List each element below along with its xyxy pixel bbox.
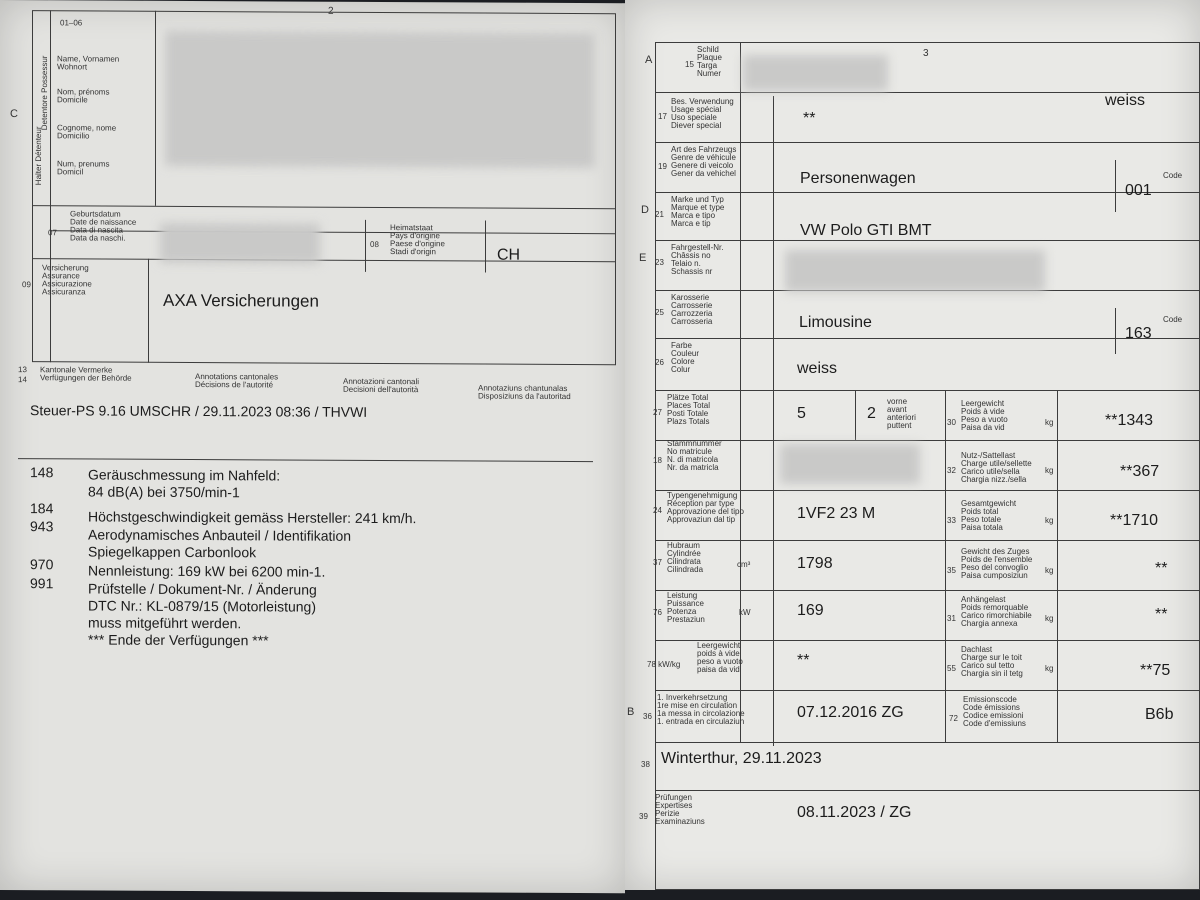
- code-184-text: Höchstgeschwindigkeit gemäss Hersteller: 241 km/h.: [88, 508, 417, 527]
- row-23-label: Fahrgestell-Nr. Châssis no Telaio n. Schassis nr: [671, 243, 724, 276]
- row-01-label-it: Cognome, nome Domicilio: [57, 123, 117, 141]
- trailer-load-value: **: [1155, 606, 1168, 623]
- redacted-plate: [743, 55, 888, 91]
- code-943-text: Aerodynamisches Anbauteil / Identifikation Spiegelkappen Carbonlook: [88, 526, 352, 561]
- power-value: 169: [797, 602, 824, 619]
- total-weight-value: **1710: [1110, 512, 1159, 529]
- row-37-unit: cm³: [737, 560, 751, 569]
- empty-weight-value: **1343: [1105, 412, 1154, 429]
- row-15-number: 15: [685, 60, 694, 69]
- first-registration-value: 07.12.2016 ZG: [797, 704, 904, 721]
- insurance-value: AXA Versicherungen: [163, 290, 319, 311]
- row-08-number: 08: [370, 239, 379, 249]
- page-number-2: 2: [328, 5, 334, 17]
- body-type-value: Limousine: [799, 314, 872, 331]
- row-26-number: 26: [655, 358, 664, 367]
- row-27-label: Plätze Total Places Total Posti Totale Plazs Totals: [667, 393, 710, 426]
- row-32-label: Nutz-/Sattellast Charge utile/sellette Carico utile/sella Chargia nizz./sella: [961, 451, 1032, 484]
- row-23-number: 23: [655, 258, 664, 267]
- displacement-value: 1798: [797, 555, 833, 572]
- row-55-number: 55: [947, 664, 956, 673]
- row-08-label: Heimatstaat Pays d'origine Paese d'origine Stadi d'origin: [390, 223, 445, 257]
- row-35-number: 35: [947, 566, 956, 575]
- row-72-number: 72: [949, 714, 958, 723]
- row-01-label-de: Name, Vornamen Wohnort: [57, 54, 120, 72]
- row-35-unit: kg: [1045, 566, 1054, 575]
- code-970-number: 970: [30, 556, 54, 573]
- row-78-label: Leergewicht poids à vide peso a vuoto paisa da vid: [697, 641, 743, 674]
- seats-front-label: vorne avant anteriori puttent: [887, 397, 916, 430]
- code-943-number: 943: [30, 518, 54, 535]
- row-38-number: 38: [641, 760, 650, 769]
- row-25-number: 25: [655, 308, 664, 317]
- row-30-unit: kg: [1045, 418, 1054, 427]
- holder-vertical-label: Halter Détenteur: [34, 126, 43, 186]
- row-39-label: Prüfungen Expertises Perizie Examinaziuns: [655, 793, 705, 826]
- row-07-label: Geburtsdatum Date de naissance Data di nascita Data da naschi.: [70, 209, 137, 243]
- row-18-label: Stammnummer No matricule N. di matricola Nr. da matricla: [667, 439, 722, 472]
- row-36-label: 1. Inverkehrsetzung 1re mise en circulation 1a messa in circolazione 1. entrada en circulaziun: [657, 693, 745, 726]
- remarks-label-it: Annotazioni cantonali Decisioni dell'autorità: [343, 376, 420, 395]
- row-35-label: Gewicht des Zuges Poids de l'ensemble Peso del convoglio Paisa cumposiziun: [961, 547, 1033, 580]
- vehicle-type-code: 001: [1125, 182, 1152, 199]
- redacted-matriculation-number: [780, 444, 920, 484]
- remarks-label-fr: Annotations cantonales Décisions de l'autorité: [195, 372, 279, 390]
- remarks-label-rm: Annotaziuns chantunalas Disposiziuns da l'autoritad: [478, 383, 571, 401]
- remarks-label-de: Kantonale Vermerke Verfügungen der Behörde: [40, 365, 132, 383]
- row-33-number: 33: [947, 516, 956, 525]
- section-letter-e: E: [639, 252, 647, 264]
- row-32-number: 32: [947, 466, 956, 475]
- section-letter-b: B: [627, 706, 635, 718]
- row-55-label: Dachlast Charge sur le toit Carico sul tetto Chargia sin il tetg: [961, 645, 1023, 678]
- redacted-holder-name: [165, 31, 595, 168]
- row-76-label: Leistung Puissance Potenza Prestaziun: [667, 591, 705, 624]
- vehicle-type-code-label: Code: [1163, 171, 1183, 180]
- right-page: [625, 0, 1200, 890]
- row-30-label: Leergewicht Poids à vide Peso a vuoto Paisa da vid: [961, 399, 1008, 432]
- section-letter-a: A: [645, 54, 653, 66]
- code-148-text: Geräuschmessung im Nahfeld: 84 dB(A) bei 3750/min-1: [88, 466, 281, 501]
- code-991-number: 991: [30, 575, 54, 592]
- train-weight-value: **: [1155, 560, 1168, 577]
- row-17-label: Bes. Verwendung Usage spécial Uso speciale Diever special: [671, 97, 734, 130]
- page-number-3: 3: [923, 48, 929, 59]
- row-33-label: Gesamtgewicht Poids total Peso totale Paisa totala: [961, 499, 1017, 532]
- row-72-label: Emissionscode Code émissions Codice emissioni Code d'emissiuns: [963, 695, 1026, 728]
- redacted-birth-date: [160, 223, 320, 264]
- vehicle-type-value: Personenwagen: [800, 170, 916, 187]
- row-24-number: 24: [653, 506, 662, 515]
- code-184-number: 184: [30, 500, 54, 517]
- special-usage-value: **: [803, 110, 816, 127]
- row-76-unit: kW: [739, 608, 751, 617]
- roof-load-value: **75: [1140, 662, 1171, 679]
- code-991-text: Prüfstelle / Dokument-Nr. / Änderung DTC Nr.: KL-0879/15 (Motorleistung) muss mitgeführt werden. *** Ende der Verfügungen ***: [88, 580, 317, 649]
- power-to-weight-value: **: [797, 652, 810, 669]
- row-07-number: 07: [48, 228, 57, 238]
- tax-remark-line: Steuer-PS 9.16 UMSCHR / 29.11.2023 08:36 / THVWI: [30, 402, 368, 420]
- holder-vertical-label-2: Detentore Possessur: [40, 55, 49, 131]
- row-09-label: Versicherung Assurance Assicurazione Assicuranza: [42, 263, 92, 297]
- issue-place-date-value: Winterthur, 29.11.2023: [661, 750, 822, 767]
- row-01-label-rm: Num, prenums Domicil: [57, 159, 110, 177]
- row-55-unit: kg: [1045, 664, 1054, 673]
- body-type-code-label: Code: [1163, 315, 1183, 324]
- row-14-number: 14: [18, 375, 27, 385]
- row-78-number: 78 kW/kg: [647, 660, 681, 669]
- make-and-type-value: VW Polo GTI BMT: [800, 222, 932, 239]
- section-letter-c: C: [10, 108, 18, 121]
- row-30-number: 30: [947, 418, 956, 427]
- payload-value: **367: [1120, 463, 1160, 480]
- row-19-number: 19: [658, 162, 667, 171]
- row-37-number: 37: [653, 558, 662, 567]
- row-01-number: 01–06: [60, 18, 83, 28]
- row-27-number: 27: [653, 408, 662, 417]
- row-01-label-fr: Nom, prénoms Domicile: [57, 87, 110, 105]
- row-18-number: 18: [653, 456, 662, 465]
- row-24-label: Typengenehmigung Réception par type Approvazione del tipo Approvaziun dal tip: [667, 491, 744, 524]
- plate-color-value: weiss: [1105, 92, 1146, 109]
- row-13-number: 13: [18, 365, 27, 375]
- row-31-unit: kg: [1045, 614, 1054, 623]
- row-25-label: Karosserie Carrosserie Carrozzeria Carrosseria: [671, 293, 713, 326]
- row-39-number: 39: [639, 812, 648, 821]
- body-type-code: 163: [1125, 325, 1152, 342]
- row-31-label: Anhängelast Poids remorquable Carico rimorchiabile Chargia annexa: [961, 595, 1032, 628]
- type-approval-value: 1VF2 23 M: [797, 505, 876, 522]
- section-letter-d: D: [641, 204, 649, 216]
- row-37-label: Hubraum Cylindrée Cilindrata Cilindrada: [667, 541, 704, 574]
- row-26-label: Farbe Couleur Colore Colur: [671, 341, 700, 374]
- row-21-label: Marke und Typ Marque et type Marca e tipo Marca e tip: [671, 195, 725, 228]
- row-09-number: 09: [22, 280, 31, 290]
- origin-country-value: CH: [497, 246, 521, 264]
- inspection-value: 08.11.2023 / ZG: [797, 804, 912, 821]
- row-32-unit: kg: [1045, 466, 1054, 475]
- emission-code-value: B6b: [1145, 706, 1174, 723]
- row-33-unit: kg: [1045, 516, 1054, 525]
- seats-front-value: 2: [867, 405, 876, 422]
- row-17-number: 17: [658, 112, 667, 121]
- redacted-chassis-number: [785, 250, 1045, 292]
- code-970-text: Nennleistung: 169 kW bei 6200 min-1.: [88, 562, 326, 580]
- row-19-label: Art des Fahrzeugs Genre de véhicule Genere di veicolo Gener da vehichel: [671, 145, 737, 178]
- code-148-number: 148: [30, 464, 54, 481]
- row-21-number: 21: [655, 210, 664, 219]
- row-15-label: Schild Plaque Targa Numer: [697, 45, 722, 78]
- row-31-number: 31: [947, 614, 956, 623]
- seats-total-value: 5: [797, 405, 806, 422]
- row-76-number: 76: [653, 608, 662, 617]
- row-36-number: 36: [643, 712, 652, 721]
- color-value: weiss: [797, 360, 838, 377]
